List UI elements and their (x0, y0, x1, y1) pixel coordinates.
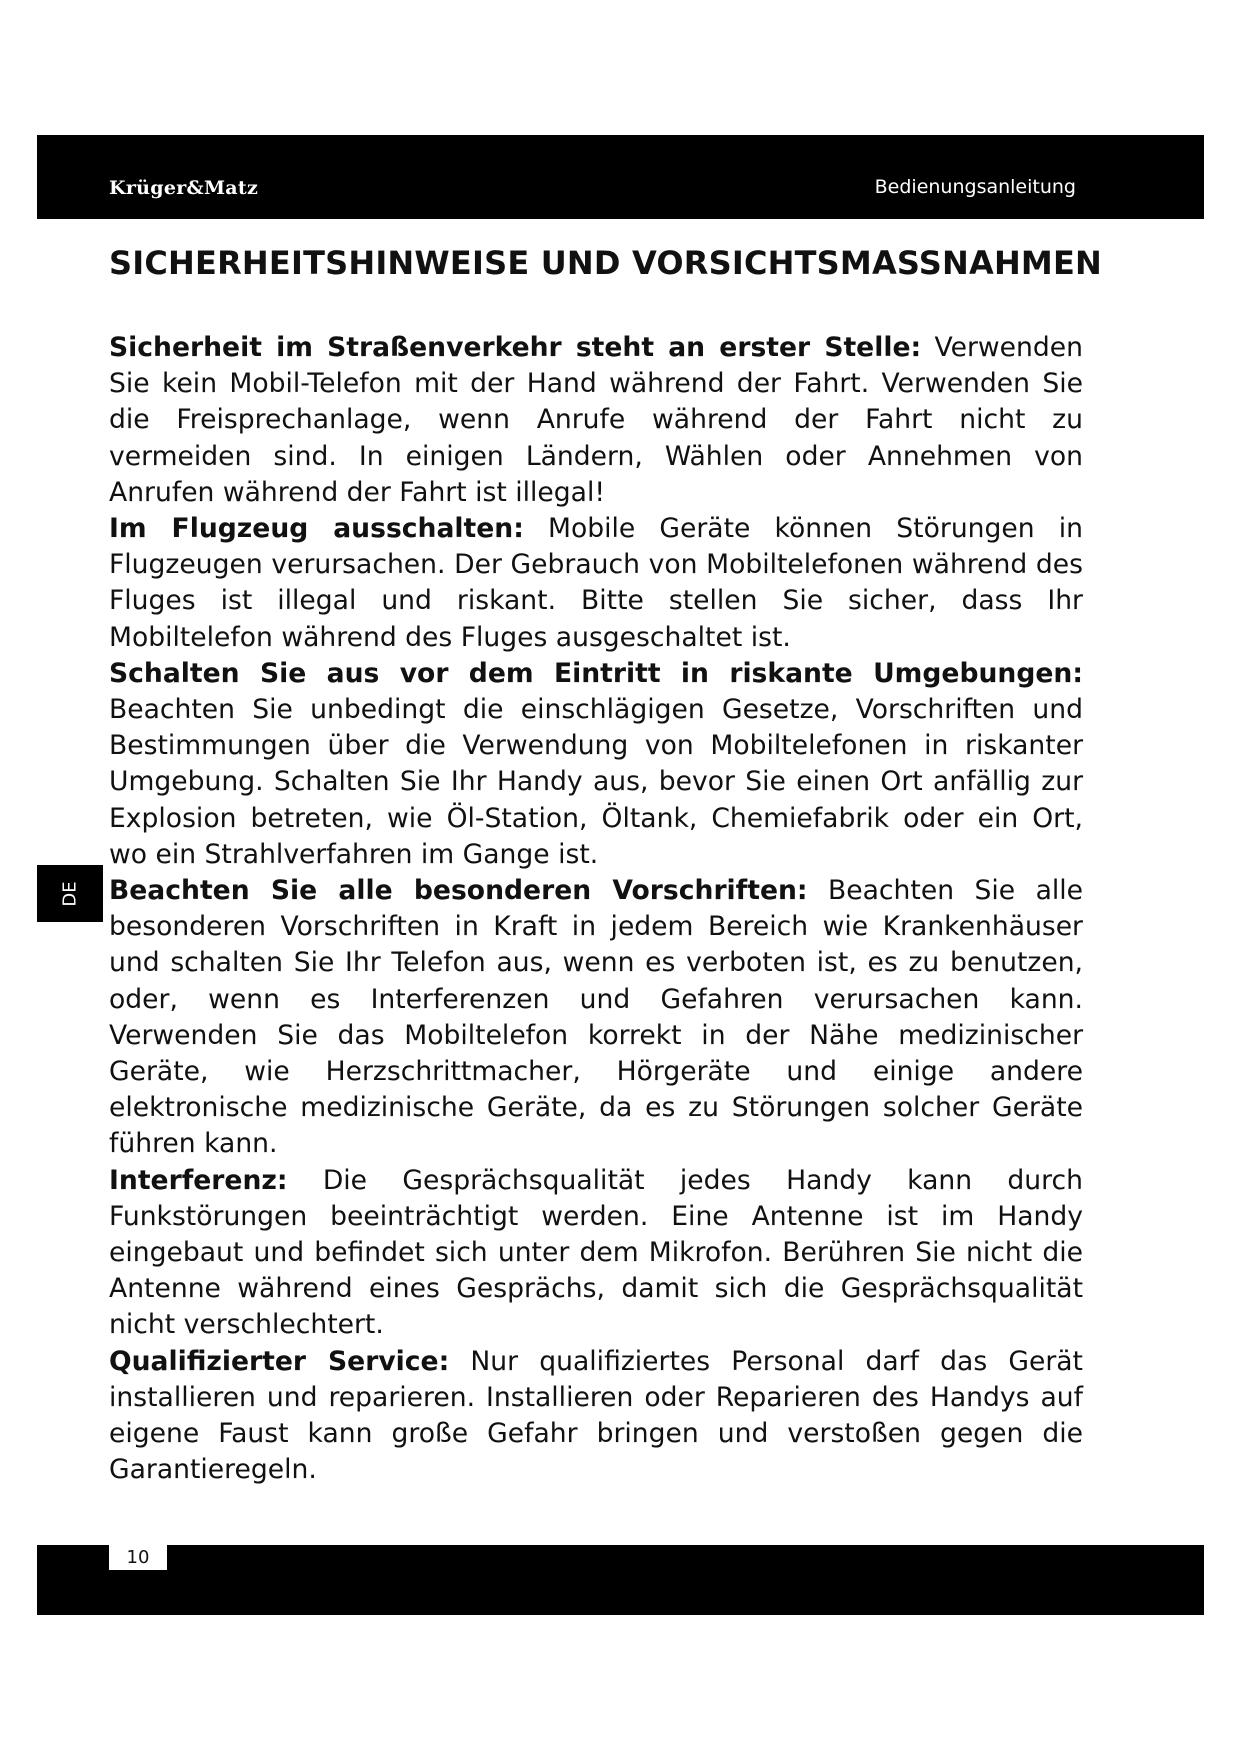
section-airplane (109, 511, 1083, 656)
page-title: SICHERHEITSHINWEISE UND VORSICHTSMASSNAHMEN (109, 244, 1103, 282)
section-body: Beachten Sie alle besonderen Vorschriften in Kraft in jedem Bereich wie Krankenhäuser und schalten Sie Ihr Telefon aus, wenn es verboten ist, es zu benutzen, oder, wenn es Interferenzen und Gefahren verursachen kann. Verwenden Sie das Mobiltelefon korrekt in der Nähe medizinischer Geräte, wie Herzschrittmacher, Hörgeräte und einige andere elektronische medizinische Geräte, da es zu Störungen solcher Geräte führen kann. (109, 875, 1083, 1160)
document-type-label: Bedienungsanleitung (874, 176, 1076, 198)
brand-logo: Krüger&Matz (109, 177, 259, 199)
section-hazardous-areas (109, 656, 1083, 873)
section-heading: Sicherheit im Straßenverkehr steht an erster Stelle: (109, 332, 922, 363)
safety-text (109, 330, 1083, 1489)
section-special-regulations (109, 873, 1083, 1163)
section-body: Die Gesprächsqualität jedes Handy kann durch Funkstörungen beeinträchtigt werden. Eine Antenne ist im Handy eingebaut und befindet sich unter dem Mikrofon. Berühren Sie nicht die Antenne während eines Gesprächs, damit sich die Gesprächsqualität nicht verschlechtert. (109, 1164, 1083, 1341)
section-body: Mobile Geräte können Störungen in Flugzeugen verursachen. Der Gebrauch von Mobiltelefonen während des Fluges ist illegal und riskant. Bitte stellen Sie sicher, dass Ihr Mobiltelefon während des Fluges ausgeschaltet ist. (109, 513, 1084, 653)
page-header (37, 135, 1204, 219)
section-heading: Qualifizierter Service: (109, 1345, 450, 1377)
language-tab (37, 865, 103, 922)
section-heading: Schalten Sie aus vor dem Eintritt in riskante Umgebungen: (109, 657, 1083, 689)
section-heading: Im Flugzeug ausschalten: (109, 513, 524, 545)
section-interference (109, 1163, 1083, 1344)
section-qualified-service (109, 1344, 1083, 1489)
section-body: Beachten Sie unbedingt die einschlägigen Gesetze, Vorschriften und Bestimmungen über die Verwendung von Mobiltelefonen in riskanter Umgebung. Schalten Sie Ihr Handy aus, bevor Sie einen Ort anfällig zur Explosion betreten, wie Öl-Station, Öltank, Chemiefabrik oder ein Ort, wo ein Strahlverfahren im Gange ist. (109, 694, 1083, 870)
section-heading: Beachten Sie alle besonderen Vorschriften: (109, 875, 808, 907)
page-number: 10 (109, 1545, 167, 1570)
section-heading: Interferenz: (109, 1164, 288, 1196)
page-footer (37, 1545, 1204, 1615)
section-body: Verwenden Sie kein Mobil-Telefon mit der Hand während der Fahrt. Verwenden Sie die Freisprechanlage, wenn Anrufe während der Fahrt nicht zu vermeiden sind. In einigen Ländern, Wählen oder Annehmen von Anrufen während der Fahrt ist illegal! (109, 332, 1083, 508)
section-road-safety (109, 330, 1083, 511)
section-body: Nur qualifiziertes Personal darf das Gerät installieren und reparieren. Installieren oder Reparieren des Handys auf eigene Faust kann große Gefahr bringen und verstoßen gegen die Garantieregeln. (109, 1345, 1083, 1486)
language-label: DE (59, 880, 81, 907)
